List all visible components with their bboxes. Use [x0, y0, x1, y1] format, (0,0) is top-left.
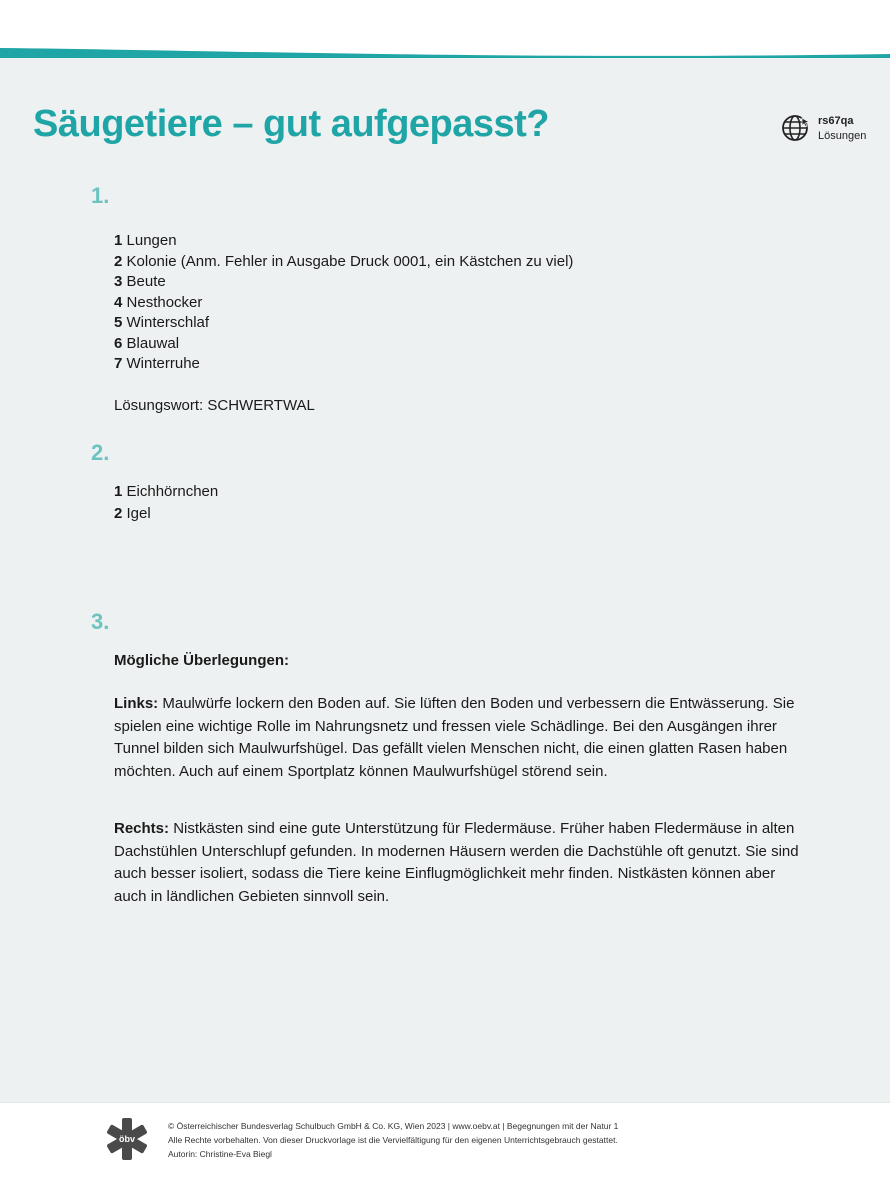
section-1-answers — [114, 231, 573, 375]
footer-rights: Alle Rechte vorbehalten. Von dieser Druckvorlage ist die Vervielfältigung für den eigenen Unterrichtsgebrauch gestattet. — [168, 1135, 618, 1145]
answer-row: 3 Beute — [114, 273, 166, 290]
svg-text:öbv: öbv — [118, 1134, 136, 1144]
section-2-number: 2. — [91, 440, 110, 465]
footer-author: Autorin: Christine-Eva Biegl — [168, 1149, 272, 1159]
section-2-answers — [114, 481, 218, 525]
footer-divider — [0, 1102, 890, 1103]
rechts-text: Nistkästen sind eine gute Unterstützung für Fledermäuse. Früher haben Fledermäuse in alten Dachstühlen Unterschlupf gefunden. In modernen Häusern werden die Dachstühle oft genutzt. Sie sind auch besser isoliert, sodass die Tiere keine Einflugmöglichkeit mehr finden. Nistkästen können aber auch in ländlichen Gebieten sinnvoll sein. — [114, 820, 799, 905]
globe-icon — [781, 113, 811, 143]
webcode-label: Lösungen — [818, 130, 867, 142]
answer-row: 7 Winterruhe — [114, 355, 200, 372]
solution-word: Lösungswort: SCHWERTWAL — [114, 397, 315, 414]
rechts-label: Rechts: — [114, 820, 170, 837]
answer-row: 1 Eichhörnchen — [114, 483, 219, 500]
paragraph-rechts — [114, 818, 804, 908]
footer-copyright: © Österreichischer Bundesverlag Schulbuch GmbH & Co. KG, Wien 2023 | www.oebv.at | Begegnungen mit der Natur 1 — [168, 1121, 619, 1131]
answer-row: 2 Igel — [114, 505, 151, 522]
answer-row: 6 Blauwal — [114, 334, 180, 352]
section-3-heading: Mögliche Überlegungen: — [114, 652, 290, 669]
links-text: Maulwürfe lockern den Boden auf. Sie lüften den Boden und verbessern die Entwässerung. Sie spielen eine wichtige Rolle im Nahrungsnetz und fressen viele Schädlinge. Bei den Ausgängen ihrer Tunnel bilden sich Maulwurfshügel. Das gefällt vielen Menschen nicht, die einen glatten Rasen haben möchten. Auch auf einem Sportplatz können Maulwurfshügel störend sein. — [114, 695, 795, 780]
page-background — [0, 58, 890, 1102]
oebv-logo — [107, 1118, 147, 1160]
answer-row: 5 Winterschlaf — [114, 314, 210, 331]
paragraph-links — [114, 693, 804, 783]
section-1-number: 1. — [91, 183, 110, 208]
answer-row: 4 Nesthocker — [114, 293, 203, 311]
page-title: Säugetiere – gut aufgepasst? — [33, 103, 550, 145]
section-3-number: 3. — [91, 609, 110, 634]
links-label: Links: — [114, 695, 159, 712]
answer-row: 1 Lungen — [114, 232, 177, 249]
webcode-link[interactable] — [781, 113, 881, 147]
webcode-code: rs67qa — [818, 115, 854, 127]
answer-row: 2 Kolonie (Anm. Fehler in Ausgabe Druck 0001, ein Kästchen zu viel) — [114, 252, 574, 270]
